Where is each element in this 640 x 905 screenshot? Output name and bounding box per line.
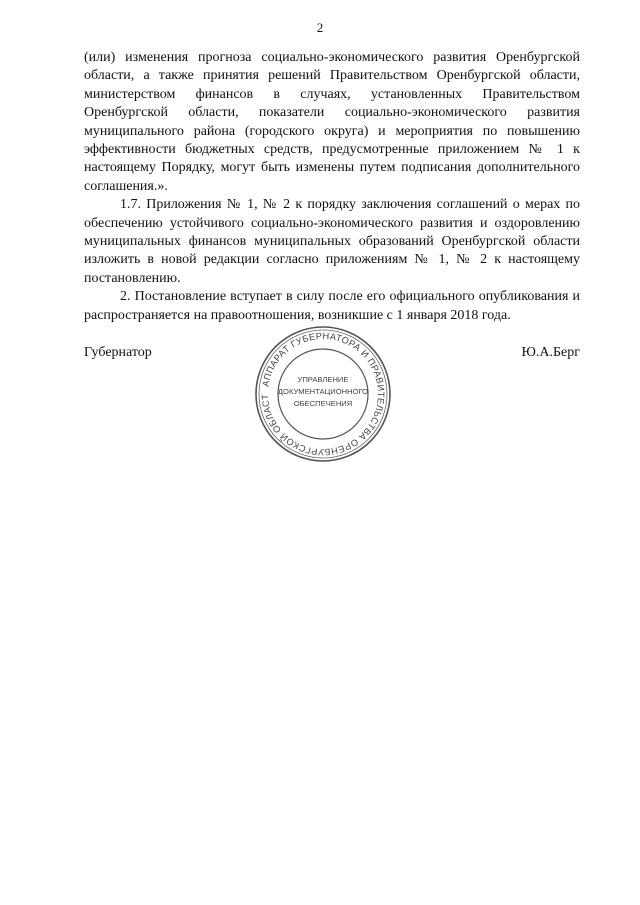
document-body [84, 49, 580, 325]
page-number: 2 [316, 20, 324, 35]
stamp-center-line-2: ДОКУМЕНТАЦИОННОГО [277, 387, 369, 396]
stamp-center-line-3: ОБЕСПЕЧЕНИЯ [293, 399, 353, 408]
seal-graphic [253, 324, 393, 464]
paragraph-item-2: 2. Постановление вступает в силу после его официального опубликования и распространяется на правоотношения, возникшие с 1 января 2018 года. [84, 289, 580, 323]
paragraph-item-1-7: 1.7. Приложения № 1, № 2 к порядку заключения соглашений о мерах по обеспечению устойчивого социально-экономического развития и оздоровлению муниципальных финансов муниципальных образований Оренбургской области изложить в новой редакции согласно приложениям № 1, № 2 к настоящему постановлению. [84, 197, 580, 286]
signatory-position: Губернатор [84, 345, 152, 360]
official-seal-stamp [253, 324, 393, 464]
paragraph-continuation: (или) изменения прогноза социально-экономического развития Оренбургской области, а также принятия решений Правительством Оренбургской области, министерством финансов в случаях, установленных Правительством Оренбургской области, показатели социально-экономического развития муниципального района (городского округа) и мероприятия по повышению эффективности бюджетных средств, предусмотренные приложением № 1 к настоящему Порядку, могут быть изменены путем подписания дополнительного соглашения.». [84, 50, 580, 194]
stamp-center-line-1: УПРАВЛЕНИЕ [297, 375, 349, 384]
signatory-name: Ю.А.Берг [521, 345, 580, 360]
stamp-ring-text: АППАРАТ ГУБЕРНАТОРА И ПРАВИТЕЛЬСТВА ОРЕНБУРГСКОЙ ОБЛАСТ [259, 330, 387, 458]
